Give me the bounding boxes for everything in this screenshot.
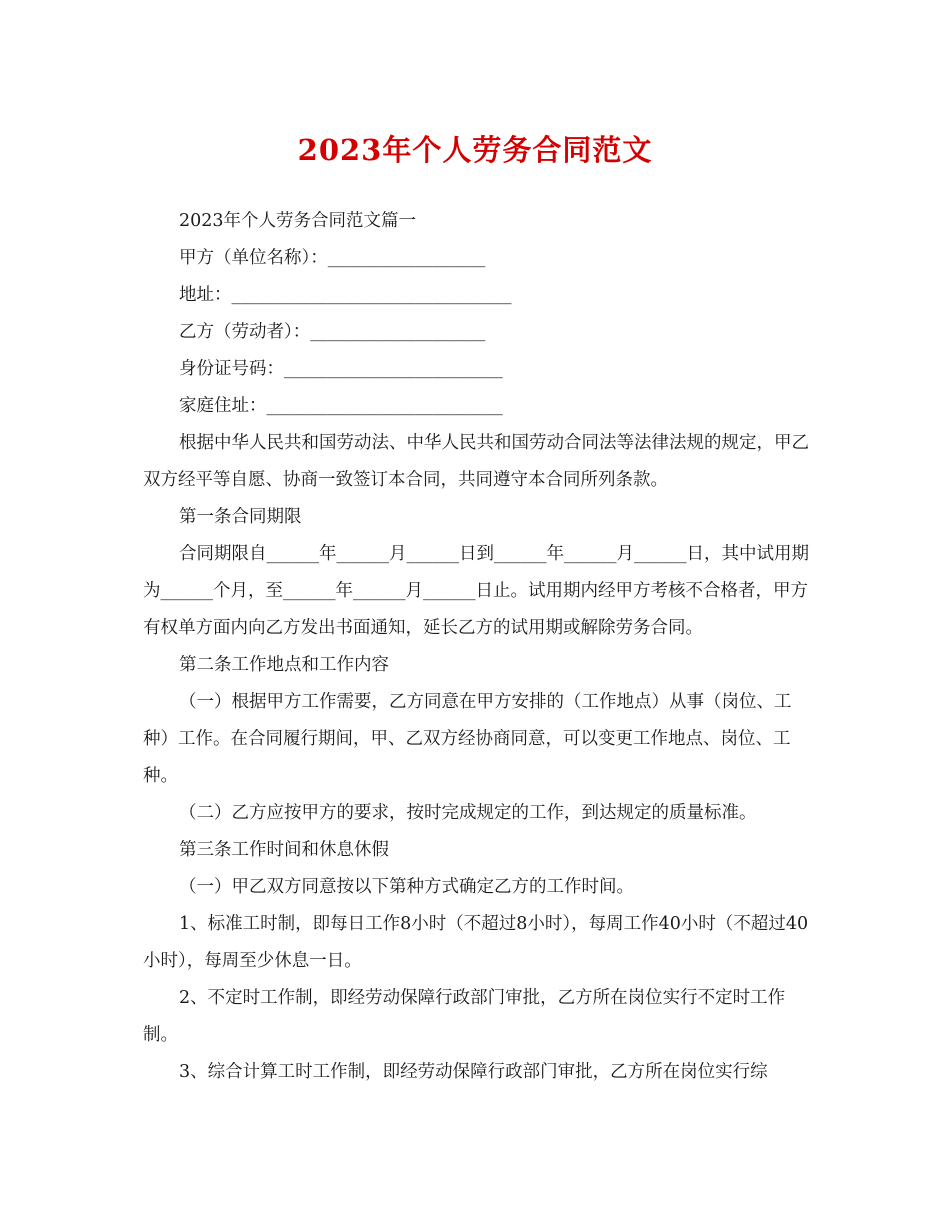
paragraph-requirements: （二）乙方应按甲方的要求，按时完成规定的工作，到达规定的质量标准。 (179, 803, 757, 823)
document-body (143, 203, 811, 1091)
section-heading: 2023年个人劳务合同范文篇一 (179, 211, 417, 231)
id-number-field: 身份证号码：_________________________ (179, 359, 503, 379)
document-title: 2023年个人劳务合同范文 (297, 133, 653, 167)
paragraph-comprehensive-hours: 3、综合计算工时工作制，即经劳动保障行政部门审批，乙方所在岗位实行综 (179, 1062, 768, 1082)
paragraph-preamble: 根据中华人民共和国劳动法、中华人民共和国劳动合同法等法律法规的规定，甲乙双方经平等自愿、协商一致签订本合同，共同遵守本合同所列条款。 (143, 433, 809, 490)
paragraph-term: 合同期限自______年______月______日到______年______月______日，其中试用期为______个月，至______年______月______日止。试用期内经甲方考核不合格者，甲方有权单方面内向乙方发出书面通知，延长乙方的试用期或解除劳务合同。 (143, 544, 809, 638)
party-a-field: 甲方（单位名称）：__________________ (179, 248, 486, 268)
home-address-field: 家庭住址：___________________________ (179, 396, 503, 416)
party-b-field: 乙方（劳动者）：____________________ (179, 322, 486, 342)
paragraph-work-time: （一）甲乙双方同意按以下第种方式确定乙方的工作时间。 (179, 877, 634, 897)
paragraph-standard-hours: 1、标准工时制，即每日工作8小时（不超过8小时），每周工作40小时（不超过40小时），每周至少休息一日。 (143, 914, 809, 971)
paragraph-workplace: （一）根据甲方工作需要，乙方同意在甲方安排的（工作地点）从事（岗位、工种）工作。在合同履行期间，甲、乙双方经协商同意，可以变更工作地点、岗位、工种。 (143, 692, 792, 786)
address-field: 地址：________________________________ (179, 285, 512, 305)
article-1-heading: 第一条合同期限 (179, 507, 302, 527)
article-2-heading: 第二条工作地点和工作内容 (179, 655, 389, 675)
paragraph-flexible-hours: 2、不定时工作制，即经劳动保障行政部门审批，乙方所在岗位实行不定时工作制。 (143, 988, 786, 1045)
article-3-heading: 第三条工作时间和休息休假 (179, 840, 389, 860)
